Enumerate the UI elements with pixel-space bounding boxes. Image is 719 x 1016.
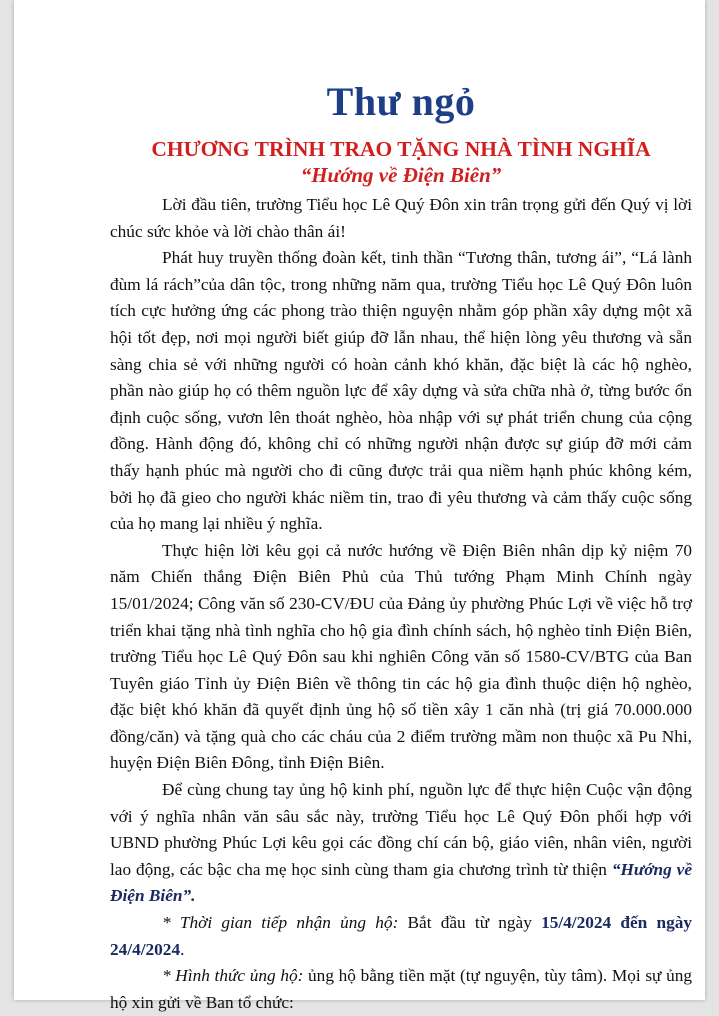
paragraph-greeting: Lời đầu tiên, trường Tiểu học Lê Quý Đôn xin trân trọng gửi đến Quý vị lời chúc sức khỏe và lời chào thân ái! [110,195,692,241]
paragraph-call-to-action [110,777,692,910]
call-to-action-text: Để cùng chung tay ủng hộ kinh phí, nguồn lực để thực hiện Cuộc vận động với ý nghĩa nhân văn sâu sắc này, trường Tiểu học Lê Quý Đôn phối hợp với UBND phường Phúc Lợi kêu gọi các đồng chí cán bộ, giáo viên, nhân viên, người lao động, các bậc cha mẹ học sinh cùng tham gia chương trình từ thiện [110,780,692,879]
program-slogan: “Hướng về Điện Biên” [300,163,502,187]
letter-body [110,78,692,1016]
paragraph-tradition: Phát huy truyền thống đoàn kết, tinh thần “Tương thân, tương ái”, “Lá lành đùm lá rách”của dân tộc, trong những năm qua, trường Tiểu học Lê Quý Đôn luôn tích cực hưởng ứng các phong trào thiện nguyện nhằm góp phần xây dựng một xã hội tốt đẹp, nơi mọi người biết giúp đỡ lẫn nhau, thể hiện lòng yêu thương và sẵn sàng chia sẻ với những người có hoàn cảnh khó khăn, đặc biệt là các hộ nghèo, phần nào giúp họ có thêm nguồn lực để xây dựng và sửa chữa nhà ở, từng bước ổn định cuộc sống, vươn lên thoát nghèo, hòa nhập với sự phát triển chung của cộng đồng. Hành động đó, không chỉ có những người nhận được sự giúp đỡ mới cảm thấy hạnh phúc mà người cho đi cũng được trải qua niềm hạnh phúc không kém, bởi họ đã gieo cho người khác niềm tin, trao đi yêu thương và cảm thấy cuộc sống của họ mang lại nhiều ý nghĩa. [110,248,692,534]
paragraph-decision: Thực hiện lời kêu gọi cả nước hướng về Điện Biên nhân dịp kỷ niệm 70 năm Chiến thắng Điện Biên Phủ của Thủ tướng Phạm Minh Chính ngày 15/01/2024; Công văn số 230-CV/ĐU của Đảng ủy phường Phúc Lợi về việc hỗ trợ triển khai tặng nhà tình nghĩa cho hộ gia đình chính sách, hộ nghèo tỉnh Điện Biên, trường Tiểu học Lê Quý Đôn sau khi nghiên Công văn số 1580-CV/BTG của Ban Tuyên giáo Tỉnh ủy Điện Biên về thông tin các hộ gia đình thuộc diện hộ nghèo, đặc biệt khó khăn đã quyết định ủng hộ số tiền xây 1 căn nhà (trị giá 70.000.000 đồng/căn) và tặng quà cho các cháu của 2 điểm trường mầm non thuộc xã Pu Nhi, huyện Điện Biên Đông, tỉnh Điện Biên. [110,540,692,773]
paragraph-donation-method [110,963,692,1016]
paragraph-donation-period [110,910,692,963]
donation-period-dates: 15/4/2024 đến ngày 24/4/2024 [110,913,693,959]
donation-period-text: Bắt đầu từ ngày [398,913,542,933]
letter-title: Thư ngỏ [326,79,476,124]
donation-period-end: . [180,939,185,959]
program-title: CHƯƠNG TRÌNH TRAO TẶNG NHÀ TÌNH NGHĨA [151,137,651,161]
document-page [14,0,705,1012]
donation-period-label: * Thời gian tiếp nhận ủng hộ: [162,913,399,933]
program-name-emphasis: “Hướng về Điện Biên”. [110,859,692,906]
donation-method-text: ủng hộ bằng tiền mặt (tự nguyện, tùy tâm). Mọi sự ủng hộ xin gửi về Ban tổ chức: [110,966,692,1012]
donation-method-label: * Hình thức ủng hộ: [162,966,304,986]
